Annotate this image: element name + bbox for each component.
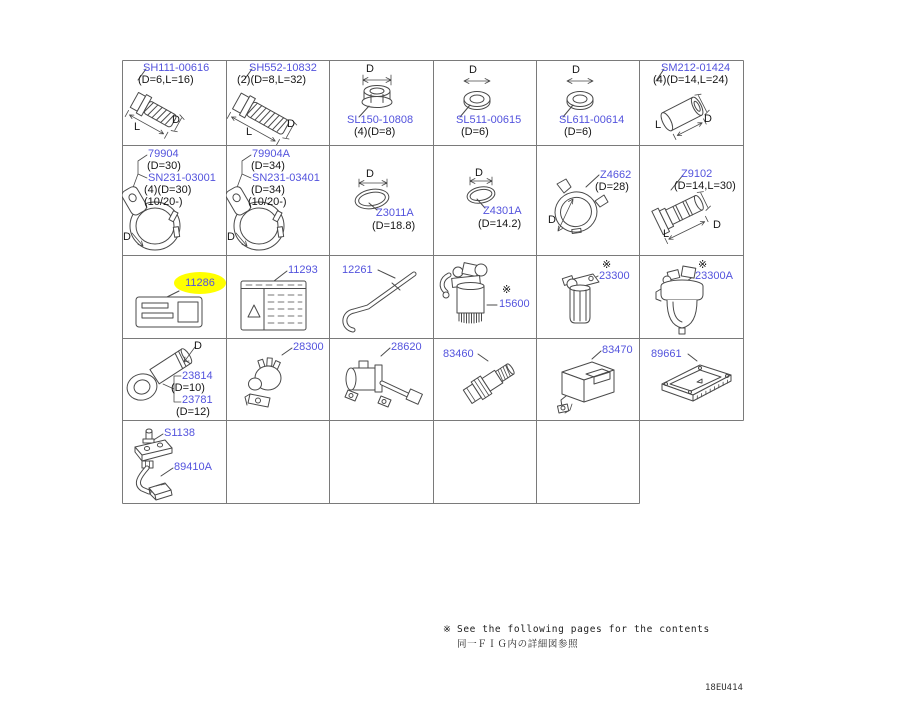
part-number-label[interactable]: 89661 bbox=[651, 348, 682, 360]
cell-r3c4 bbox=[433, 255, 536, 338]
dimension-label: (2)(D=8,L=32) bbox=[237, 74, 307, 86]
dimension-label: (10/20-) bbox=[248, 196, 287, 208]
part-number-label[interactable]: 23814 bbox=[182, 370, 213, 382]
fuel-filter-drawing bbox=[536, 255, 640, 338]
reference-mark: ※ bbox=[502, 284, 512, 296]
part-number-label[interactable]: 28620 bbox=[391, 341, 422, 353]
dimension-letter-l: L bbox=[655, 119, 662, 131]
part-number-label[interactable]: 79904 bbox=[148, 148, 179, 160]
dimension-letter-l: L bbox=[663, 228, 670, 240]
dimension-letter-d: D bbox=[572, 64, 580, 76]
part-number-label[interactable]: 79904A bbox=[252, 148, 290, 160]
part-number-label[interactable]: 23300 bbox=[599, 270, 630, 282]
connector-bolt-drawing bbox=[640, 145, 743, 255]
cell-r5c1 bbox=[122, 420, 226, 503]
o-ring-drawing bbox=[329, 145, 433, 255]
part-number-label[interactable]: Z4301A bbox=[483, 205, 522, 217]
cell-r3c3 bbox=[329, 255, 433, 338]
dimension-letter-d: D bbox=[123, 231, 131, 243]
dimension-letter-l: L bbox=[134, 121, 141, 133]
figure-code: 18EU414 bbox=[705, 683, 743, 693]
dimension-letter-d: D bbox=[704, 113, 712, 125]
footnote-line-2: 同一ＦＩＧ内の詳細図参照 bbox=[457, 639, 579, 650]
cell-r4c5 bbox=[536, 338, 640, 420]
part-number-label[interactable]: SL511-00615 bbox=[456, 114, 522, 126]
dimension-letter-d: D bbox=[366, 63, 374, 75]
part-number-label[interactable]: SM212-01424 bbox=[661, 62, 731, 74]
dimension-label: (D=6) bbox=[564, 126, 592, 138]
dimension-label: (D=18.8) bbox=[372, 220, 416, 232]
cell-r2c2 bbox=[226, 145, 329, 255]
cell-r1c5 bbox=[536, 60, 640, 145]
part-number-label[interactable]: 12261 bbox=[342, 264, 373, 276]
cell-r1c3 bbox=[329, 60, 433, 145]
cell-r4c3 bbox=[329, 338, 433, 420]
dimension-label: (4)(D=30) bbox=[144, 184, 192, 196]
dimension-label: (D=6) bbox=[461, 126, 489, 138]
dimension-label: (D=6,L=16) bbox=[138, 74, 194, 86]
cell-r3c5 bbox=[536, 255, 640, 338]
part-number-label[interactable]: 28300 bbox=[293, 341, 324, 353]
cell-r1c1 bbox=[122, 60, 226, 145]
part-number-label[interactable]: SN231-03401 bbox=[252, 172, 320, 184]
part-number-label[interactable]: 89410A bbox=[174, 461, 212, 473]
dimension-letter-d: D bbox=[475, 167, 483, 179]
dimension-label: (D=34) bbox=[251, 160, 285, 172]
dimension-letter-d: D bbox=[172, 114, 180, 126]
part-number-label[interactable]: SL611-00614 bbox=[559, 114, 625, 126]
label-plate-drawing bbox=[122, 255, 226, 338]
cell-r4c2 bbox=[226, 338, 329, 420]
cell-r2c3 bbox=[329, 145, 433, 255]
footnote-line-1: See the following pages for the contents bbox=[457, 624, 710, 635]
part-number-label[interactable]: S1138 bbox=[164, 427, 195, 439]
dimension-letter-d: D bbox=[548, 214, 556, 226]
part-number-label[interactable]: 23781 bbox=[182, 394, 213, 406]
fuel-filter-assembly-drawing bbox=[433, 255, 536, 338]
cell-r2c4 bbox=[433, 145, 536, 255]
dimension-label: (D=10) bbox=[171, 382, 205, 394]
cell-r3c1 bbox=[122, 255, 226, 338]
dimension-label: (D=14.2) bbox=[478, 218, 522, 230]
dimension-label: (10/20-) bbox=[144, 196, 183, 208]
hose-clamp-drawing bbox=[536, 145, 640, 255]
cell-r2c1 bbox=[122, 145, 226, 255]
dimension-label: (D=12) bbox=[176, 406, 210, 418]
cell-r2c5 bbox=[536, 145, 640, 255]
part-number-label[interactable]: SN231-03001 bbox=[148, 172, 216, 184]
part-number-label[interactable]: SH552-10832 bbox=[249, 62, 317, 74]
dimension-label: (D=28) bbox=[595, 181, 629, 193]
cell-r1c4 bbox=[433, 60, 536, 145]
dimension-letter-d: D bbox=[469, 64, 477, 76]
dimension-letter-d: D bbox=[366, 168, 374, 180]
dimension-label: (4)(D=8) bbox=[354, 126, 396, 138]
reference-mark: ※ bbox=[602, 259, 612, 271]
fuel-strainer-drawing bbox=[640, 255, 743, 338]
dimension-letter-d: D bbox=[194, 340, 202, 352]
dimension-letter-d: D bbox=[713, 219, 721, 231]
cell-r1c6 bbox=[640, 60, 743, 145]
part-number-label[interactable]: 83460 bbox=[443, 348, 474, 360]
dimension-label: (D=30) bbox=[147, 160, 181, 172]
dimension-label: (D=14,L=30) bbox=[674, 180, 736, 192]
cell-r1c2 bbox=[226, 60, 329, 145]
part-number-label[interactable]: SL150-10808 bbox=[347, 114, 414, 126]
footnote-reference-mark: ※ bbox=[443, 624, 452, 635]
part-number-label[interactable]: 11293 bbox=[288, 264, 318, 276]
cell-r2c6 bbox=[640, 145, 743, 255]
part-number-label[interactable]: 23300A bbox=[695, 270, 733, 282]
part-number-label[interactable]: Z9102 bbox=[681, 168, 713, 180]
reference-mark: ※ bbox=[698, 259, 708, 271]
dimension-letter-d: D bbox=[287, 118, 295, 130]
dimension-letter-d: D bbox=[227, 231, 235, 243]
cell-r4c4 bbox=[433, 338, 536, 420]
part-number-label[interactable]: 83470 bbox=[602, 344, 633, 356]
cell-r4c1 bbox=[122, 338, 226, 420]
part-number-label[interactable]: SH111-00616 bbox=[143, 62, 210, 74]
cell-r3c6 bbox=[640, 255, 743, 338]
cell-r4c6 bbox=[640, 338, 743, 420]
highlighted-part-number[interactable]: 11286 bbox=[174, 272, 226, 294]
part-number-label[interactable]: Z4662 bbox=[600, 169, 632, 181]
o-ring-drawing bbox=[433, 145, 536, 255]
dimension-label: (D=34) bbox=[251, 184, 285, 196]
part-number-label[interactable]: 15600 bbox=[499, 298, 530, 310]
dimension-label: (4)(D=14,L=24) bbox=[653, 74, 729, 86]
cell-r3c2 bbox=[226, 255, 329, 338]
dimension-letter-l: L bbox=[246, 126, 253, 138]
part-number-label[interactable]: Z3011A bbox=[376, 207, 414, 219]
